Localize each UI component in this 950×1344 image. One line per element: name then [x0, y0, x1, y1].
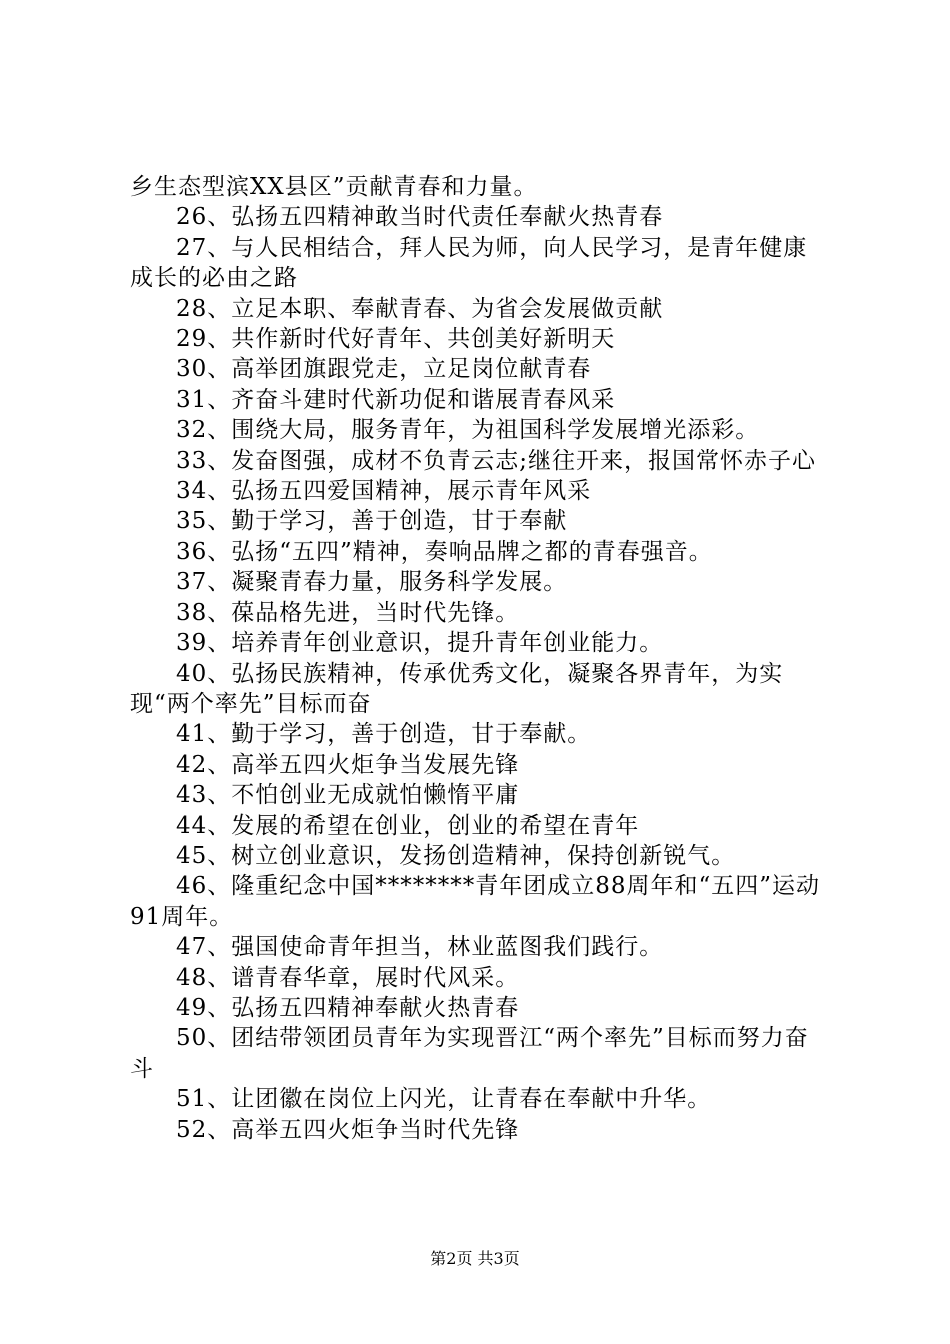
slogan-item: 51、让团徽在岗位上闪光，让青春在奉献中升华。 — [176, 1086, 712, 1113]
slogan-item: 35、勤于学习，善于创造，甘于奉献 — [176, 508, 568, 535]
slogan-item: 32、围绕大局，服务青年，为祖国科学发展增光添彩。 — [176, 417, 760, 444]
slogan-item: 40、弘扬民族精神，传承优秀文化，凝聚各界青年，为实现“两个率先”目标而奋 — [130, 660, 784, 717]
slogan-item: 39、培养青年创业意识，提升青年创业能力。 — [176, 630, 664, 657]
slogan-item: 50、团结带领团员青年为实现晋江“两个率先”目标而努力奋斗 — [130, 1025, 809, 1082]
slogan-item: 28、立足本职、奉献青春、为省会发展做贡献 — [176, 295, 664, 322]
paragraph-continuation: 乡生态型滨XX县区”贡献青春和力量。 — [130, 174, 538, 200]
slogan-item: 42、高举五四火炬争当发展先锋 — [176, 751, 520, 778]
slogan-item: 43、不怕创业无成就怕懒惰平庸 — [176, 782, 520, 809]
page-footer — [0, 1246, 950, 1269]
slogan-item: 44、发展的希望在创业，创业的希望在青年 — [176, 812, 640, 839]
slogan-item: 29、共作新时代好青年、共创美好新明天 — [176, 326, 616, 353]
page-number-label: 第2页 共3页 — [430, 1249, 520, 1268]
slogan-item: 30、高举团旗跟党走，立足岗位献青春 — [176, 356, 592, 383]
slogan-item: 36、弘扬“五四”精神，奏响品牌之都的青春强音。 — [176, 538, 713, 565]
slogan-item: 26、弘扬五四精神敢当时代责任奉献火热青春 — [176, 204, 664, 231]
slogan-item: 45、树立创业意识，发扬创造精神，保持创新锐气。 — [176, 842, 736, 869]
slogan-item: 52、高举五四火炬争当时代先锋 — [176, 1116, 520, 1143]
slogan-item: 49、弘扬五四精神奉献火热青春 — [176, 994, 520, 1021]
slogan-item: 27、与人民相结合，拜人民为师，向人民学习，是青年健康成长的必由之路 — [130, 234, 808, 292]
slogan-item: 37、凝聚青春力量，服务科学发展。 — [176, 569, 568, 596]
slogan-item: 31、齐奋斗建时代新功促和谐展青春风采 — [176, 386, 616, 413]
slogan-item: 48、谱青春华章，展时代风采。 — [176, 964, 520, 991]
slogan-item: 33、发奋图强，成材不负青云志;继往开来，报国常怀赤子心 — [176, 447, 817, 474]
slogan-item: 38、葆品格先进，当时代先锋。 — [176, 599, 520, 626]
body-text — [130, 172, 830, 1145]
slogan-item: 47、强国使命青年担当，林业蓝图我们践行。 — [176, 934, 664, 961]
slogan-item: 41、勤于学习，善于创造，甘于奉献。 — [176, 721, 592, 748]
slogan-item: 46、隆重纪念中国********青年团成立88周年和“五四”运动91周年。 — [130, 873, 821, 930]
slogan-item: 34、弘扬五四爱国精神，展示青年风采 — [176, 478, 592, 505]
